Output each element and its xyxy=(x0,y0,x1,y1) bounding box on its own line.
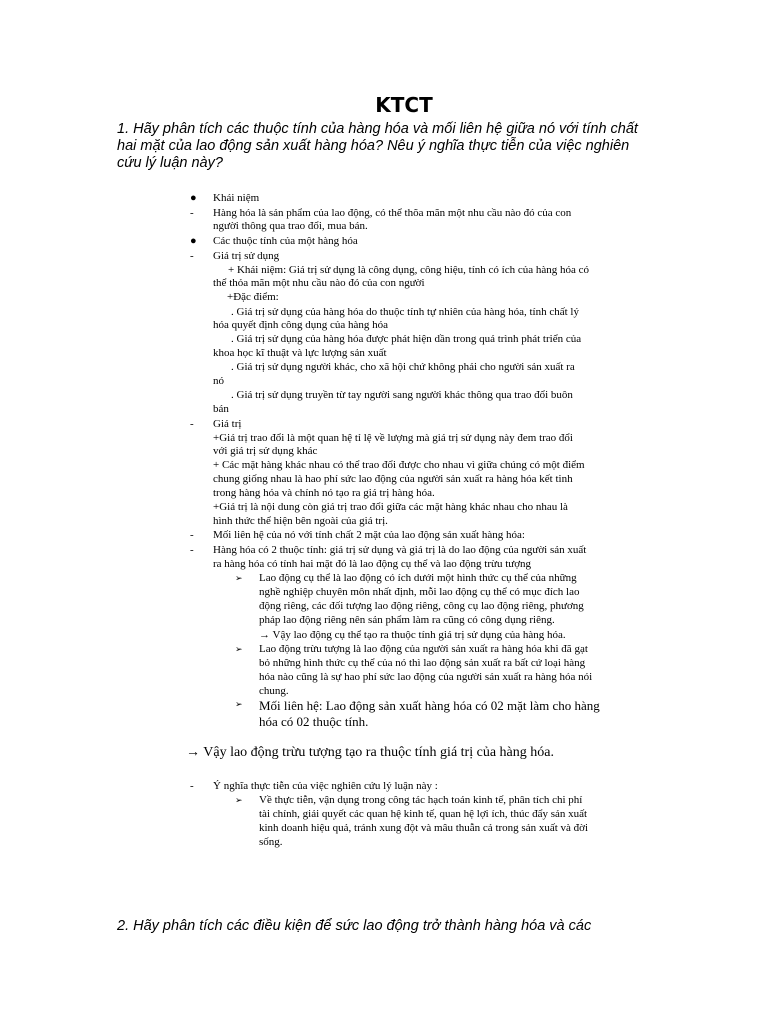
text-line: hóa nào cũng là sự hao phí sức lao động của người sản xuất ra hàng hóa nói xyxy=(259,671,593,683)
text-line: kinh doanh hiệu quả, tránh xung đột và mâu thuẫn cả trong sản xuất và đời xyxy=(259,822,589,834)
text-line: bỏ những hình thức cụ thể của nó thì lao động sản xuất ra bất cứ loại hàng xyxy=(259,657,586,669)
text-line: pháp lao động riêng nên sản phẩm làm ra cũng có công dụng riêng. xyxy=(259,614,555,626)
text-line: . Giá trị sử dụng người khác, cho xã hội chứ không phải cho người sản xuất ra xyxy=(231,361,575,373)
dash-marker: - xyxy=(190,780,194,792)
text-line: nghề nghiệp chuyên môn nhất định, mỗi lao động cụ thể có mục đích lao xyxy=(259,586,580,598)
dash-marker: - xyxy=(190,418,194,430)
text-line: bán xyxy=(213,403,229,415)
text-line: hóa quyết định công dụng của hàng hóa xyxy=(213,319,389,331)
text-line: + Các mặt hàng khác nhau có thể trao đổi được cho nhau vì giữa chúng có một điểm xyxy=(213,459,585,471)
arrow-bullet-icon: ➢ xyxy=(235,574,243,584)
conclusion-line: → Vậy lao động trừu tượng tạo ra thuộc tính giá trị của hàng hóa. xyxy=(186,745,554,760)
text-line: Hàng hóa có 2 thuộc tính: giá trị sử dụng và giá trị là do lao động của người sản xuất xyxy=(213,544,587,556)
text-line: người thông qua trao đổi, mua bán. xyxy=(213,220,368,232)
text-line: Lao động cụ thể là lao động có ích dưới một hình thức cụ thể của những xyxy=(259,572,577,584)
document-title: KTCT xyxy=(375,93,433,117)
text-line: ra hàng hóa có tính hai mặt đó là lao động cụ thể và lao động trừu tượng xyxy=(213,558,532,570)
text-line: Hàng hóa là sản phẩm của lao động, có thể thõa mãn một nhu cầu nào đó của con xyxy=(213,207,572,219)
text-line: Giá trị sử dụng xyxy=(213,250,280,262)
text-line: động riêng, các đối tượng lao động riêng, công cụ lao động riêng, phương xyxy=(259,600,584,612)
text-line: hóa có 02 thuộc tính. xyxy=(259,714,369,729)
text-line: trong hàng hóa và chính nó tạo ra giá trị hàng hóa. xyxy=(213,487,435,499)
text-line: Giá trị xyxy=(213,418,242,430)
arrow-bullet-icon: ➢ xyxy=(235,645,243,655)
text-line: +Đặc điểm: xyxy=(227,291,279,303)
text-line: chung. xyxy=(259,685,289,697)
text-line: → Vậy lao động cụ thể tạo ra thuộc tính giá trị sử dụng của hàng hóa. xyxy=(259,629,566,641)
text-line: Khái niệm xyxy=(213,192,260,204)
arrow-bullet-icon: ➢ xyxy=(235,700,243,710)
bullet-icon: ● xyxy=(190,192,197,204)
bullet-icon: ● xyxy=(190,235,197,247)
dash-marker: - xyxy=(190,529,194,541)
text-line: . Giá trị sử dụng của hàng hóa được phát hiện dần trong quá trình phát triển của xyxy=(231,333,582,345)
text-line: Về thực tiễn, vận dụng trong công tác hạch toán kinh tế, phân tích chi phí xyxy=(259,794,583,806)
text-line: Lao động trừu tượng là lao động của người sản xuất ra hàng hóa khi đã gạt xyxy=(259,643,588,655)
text-line: sống. xyxy=(259,836,283,848)
question-2-heading: 2. Hãy phân tích các điều kiện để sức lao động trở thành hàng hóa và các xyxy=(117,918,592,934)
text-line: hình thức thể hiện bên ngoài của giá trị. xyxy=(213,515,388,527)
text-line: Các thuộc tính của một hàng hóa xyxy=(213,235,358,247)
dash-marker: - xyxy=(190,250,194,262)
text-line: tài chính, giải quyết các quan hệ kinh tế, quan hệ lợi ích, thúc đẩy sản xuất xyxy=(259,808,588,820)
text-line: với giá trị sử dụng khác xyxy=(213,445,318,457)
text-line: chung giống nhau là hao phí sức lao động của người sản xuất ra hàng hóa kết tinh xyxy=(213,473,573,485)
text-line: . Giá trị sử dụng truyền từ tay người sang người khác thông qua trao đổi buôn xyxy=(231,389,573,401)
text-line: Mối liên hệ: Lao động sản xuất hàng hóa có 02 mặt làm cho hàng xyxy=(259,698,600,713)
text-line: +Giá trị trao đổi là một quan hệ tỉ lệ về lượng mà giá trị sử dụng này đem trao đổi xyxy=(213,432,573,444)
arrow-bullet-icon: ➢ xyxy=(235,796,243,806)
text-line: . Giá trị sử dụng của hàng hóa do thuộc tính tự nhiên của hàng hóa, tính chất lý xyxy=(231,306,579,318)
dash-marker: - xyxy=(190,207,194,219)
text-line: Mối liên hệ của nó với tính chất 2 mặt của lao động sản xuất hàng hóa: xyxy=(213,529,525,541)
dash-marker: - xyxy=(190,544,194,556)
text-line: khoa học kĩ thuật và lực lượng sản xuất xyxy=(213,347,387,359)
text-line: + Khái niệm: Giá trị sử dụng là công dụng, công hiệu, tính có ích của hàng hóa có xyxy=(228,264,590,276)
text-line: +Giá trị là nội dung còn giá trị trao đổi giữa các mặt hàng khác nhau cho nhau là xyxy=(213,501,568,513)
text-line: thể thỏa mãn một nhu cầu nào đó của con người xyxy=(213,277,425,289)
text-line: Ý nghĩa thực tiễn của việc nghiên cứu lý luận này : xyxy=(213,780,438,792)
question-1-heading: 1. Hãy phân tích các thuộc tính của hàng hóa và mối liên hệ giữa nó với tính chất hai mặt của lao động sản xuất hàng hóa? Nêu ý nghĩa thực tiễn của việc nghiên cứu lý luận này? xyxy=(117,121,638,171)
text-line: nó xyxy=(213,375,224,387)
